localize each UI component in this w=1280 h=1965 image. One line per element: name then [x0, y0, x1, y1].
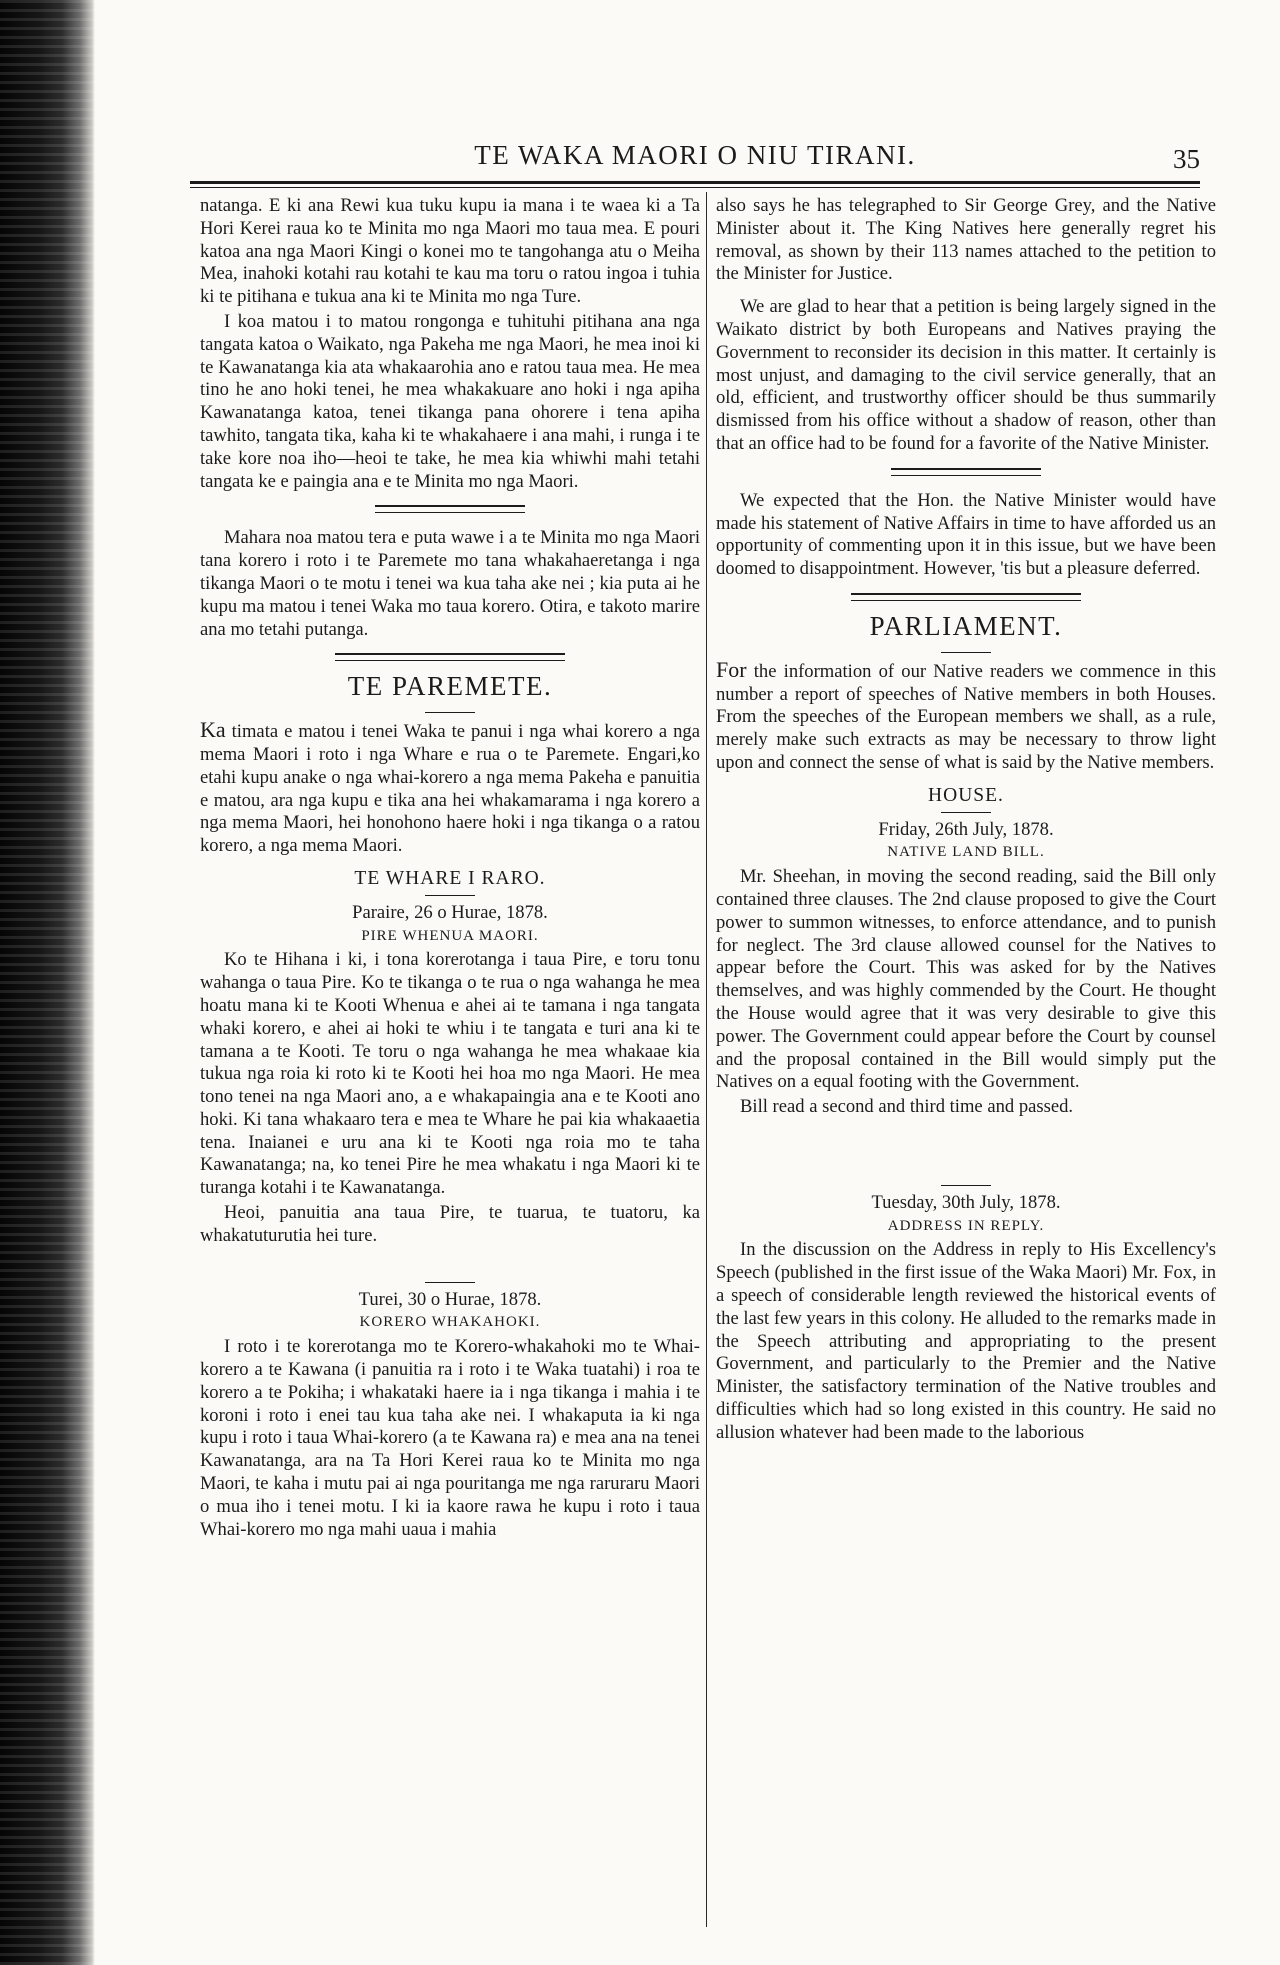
- right-bill-title-2: ADDRESS IN REPLY.: [887, 1217, 1045, 1234]
- binding-edge: [0, 0, 95, 1965]
- left-column-maori: [200, 195, 700, 1543]
- left-paragraph-4-text: timata e matou i tenei Waka te panui i nga whai korero a nga mema Maori i roto i nga Whare e rua o te Paremete. Engari,ko etahi kupu anake o nga whai-korero a nga mema Pakeha e panuitia e matou, ara nga kupu e tika ana hei whakamarama i nga korero a nga mema Maori, hei honohono haere hoki i nga tikanga o a ratou korero, a nga mema Maori.: [200, 721, 700, 857]
- spacer: [716, 1121, 1216, 1181]
- right-paragraph-4: [716, 656, 1216, 775]
- column-divider: [706, 192, 707, 1927]
- left-paragraph-5: Ko te Hihana i ki, i tona korerotanga i taua Pire, e toru tonu wahanga o taua Pire. Ko te tikanga o te rua o nga wahanga he mea hoatu mana ki te Kooti Whenua e ahei ai te tamana i nga tangata whaki korero, e ahei ai hoki te whiu i te tangata e turi ana ki te tamana a te Kooti. Te toru o nga wahanga he mea whakaae kia tukua nga roia ki roto ki te Kooti hei hoa mo nga Maori. He mea tono tenei na nga Maori ano, a e whakapaingia ana e te Kooti ano hoki. Ki tana whakaaro tera e mea te Whare he pai kia whakaaetia tena. Inaianei e uru ana ki te Kooti nga roia mo te taha Kawanatanga; na, ko tenei Pire he mea whakatu i nga Maori ki te turanga kotahi i te Kawanatanga.: [200, 949, 700, 1199]
- left-paragraph-1: natanga. E ki ana Rewi kua tuku kupu ia mana i te waea ki a Ta Hori Kerei raua ko te Minita mo nga Maori mo taua mea. E pouri katoa ana nga Maori Kingi o konei mo te tangohanga atu o Meiha Mea, inahoki kotahi rau kotahi te kau ma toru o ratou ingoa i tuhia ki te pitihana e tukua ana ki te Minita mo nga Ture.: [200, 195, 700, 308]
- separator-rule: [425, 1282, 475, 1283]
- left-paragraph-7: I roto i te korerotanga mo te Korero-whakahoki mo te Whai-korero a te Kawana (i panuitia ra i roto i te Waka tuatahi) i roa te korero a te Pokiha; i whakataki haere ia i nga tikanga i mahia i te koroni i roto i enei tau kua taha ake nei. I whakaputa ia ki nga kupu i roto i taua Whai-korero (a te Kawana ra) e mea ana na tenei Kawanatanga, ara na Ta Hori Kerei raua ko te Minita mo nga Maori, te kaha i mutu pai ai nga pouritanga me nga raruraru Maori o mua iho i tenei motu. I ki ia kaore rawa he kupu i roto i taua Whai-korero mo nga mahi uaua i mahia: [200, 1336, 700, 1540]
- right-paragraph-5: Mr. Sheehan, in moving the second reading, said the Bill only contained three clauses. The 2nd clause proposed to give the Court power to summon witnesses, to enforce attendance, and to punish for neglect. The 3rd clause allowed counsel for the Natives to appear before the Court. This was asked for by the Natives themselves, and was highly commended by the Court. He thought the House would agree that it was very desirable to give this power. The Government could appear before the Court by counsel and the proposal contained in the Bill would simply put the Natives on a equal footing with the Government.: [716, 866, 1216, 1093]
- left-section-title: TE PAREMETE.: [347, 671, 553, 702]
- left-bill-title-1: PIRE WHENUA MAORI.: [361, 927, 539, 944]
- left-paragraph-6: Heoi, panuitia ana taua Pire, te tuarua, te tuatoru, ka whakatuturutia hei ture.: [200, 1202, 700, 1246]
- right-column-english: [716, 195, 1216, 1447]
- page-number: 35: [1173, 144, 1200, 174]
- right-paragraph-6: Bill read a second and third time and passed.: [740, 1096, 1074, 1118]
- left-paragraph-4: [200, 719, 700, 858]
- page-header: [190, 138, 1200, 178]
- separator-rule: [941, 812, 991, 813]
- separator-rule: [425, 712, 475, 713]
- right-date-1: Friday, 26th July, 1878.: [878, 818, 1054, 840]
- spacer: [716, 288, 1216, 296]
- right-paragraph-4-text: the information of our Native readers we commence in this number a report of speeches of Native members in both Houses. From the speeches of the European members we shall, as a rule, merely make such extracts as may be necessary to throw light upon and connect the sense of what is said by the Native members.: [716, 660, 1216, 773]
- right-dropcap: For: [716, 656, 747, 682]
- left-paragraph-3: Mahara noa matou tera e puta wawe i a te Minita mo nga Maori tana korero i roto i te Paremete mo tana whakahaeretanga i nga tikanga Maori o te motu i tenei wa kua taha ake nei ; kia puta ai he kupu ma matou i tenei Waka mo taua korero. Otira, e takoto marire ana mo tetahi putanga.: [200, 527, 700, 640]
- right-paragraph-1: also says he has telegraphed to Sir George Grey, and the Native Minister about it. The King Natives here generally regret his removal, as shown by their 113 names attached to the petition to the Minister for Justice.: [716, 195, 1216, 285]
- right-paragraph-7: In the discussion on the Address in reply to His Excellency's Speech (published in the first issue of the Waka Maori) Mr. Fox, in a speech of considerable length reviewed the historical events of the last few years in this colony. He alluded to the remarks made in the Speech attributing and appropriating to the present Government, and particularly to the Premier and the Native Minister, the satisfactory termination of the Native troubles and difficulties which had so long existed in this country. He said no allusion whatever had been made to the laborious: [716, 1239, 1216, 1443]
- left-date-1: Paraire, 26 o Hurae, 1878.: [352, 901, 548, 923]
- right-section-title: PARLIAMENT.: [869, 610, 1063, 641]
- separator-rule: [891, 468, 1041, 476]
- header-rule: [190, 181, 1200, 184]
- header-rule-thin: [190, 187, 1200, 188]
- left-paragraph-2: I koa matou i to matou rongonga e tuhituhi pitihana ana nga tangata katoa o Waikato, nga Pakeha me nga Maori, he mea inoi ki te Kawanatanga kia ata whakaarohia ano e ratou taua mea. He mea tino he ano hoki tenei, he mea whakakuare ano hoki i nga apiha Kawanatanga katoa, tenei tikanga pana ohorere i tena apiha tawhito, tangata tika, kaha ki te whakahaere i ana mahi, i runga i te take kore noa iho—heoi te take, he mea kia whiwhi mahi tetahi tangata ke e paingia ana e te Minita mo nga Maori.: [200, 310, 700, 492]
- right-date-2: Tuesday, 30th July, 1878.: [871, 1191, 1061, 1213]
- left-house-title: TE WHARE I RARO.: [354, 867, 546, 889]
- newspaper-title: TE WAKA MAORI O NIU TIRANI.: [474, 140, 916, 170]
- right-house-title: HOUSE.: [928, 784, 1004, 806]
- right-paragraph-2: We are glad to hear that a petition is being largely signed in the Waikato district by both Europeans and Natives praying the Government to reconsider its decision in this matter. It certainly is most unjust, and damaging to the civil service generally, that an old, efficient, and trustworthy officer should be thus summarily dismissed from his office without a shadow of reason, other than that an office had to be found for a favorite of the Native Minister.: [716, 296, 1216, 454]
- left-bill-title-2: KORERO WHAKAHOKI.: [359, 1314, 541, 1331]
- right-bill-title-1: NATIVE LAND BILL.: [887, 844, 1045, 861]
- separator-rule: [941, 1185, 991, 1186]
- left-dropcap: Ka: [200, 717, 226, 743]
- separator-rule: [335, 653, 565, 661]
- separator-rule: [851, 593, 1081, 601]
- spacer: [200, 1250, 700, 1278]
- left-date-2: Turei, 30 o Hurae, 1878.: [358, 1288, 542, 1310]
- right-paragraph-3: We expected that the Hon. the Native Minister would have made his statement of Native Affairs in time to have afforded us an opportunity of commenting upon it in this issue, but we have been doomed to disappointment. However, 'tis but a pleasure deferred.: [716, 489, 1216, 580]
- separator-rule: [425, 895, 475, 896]
- separator-rule: [941, 652, 991, 653]
- separator-rule: [375, 505, 525, 513]
